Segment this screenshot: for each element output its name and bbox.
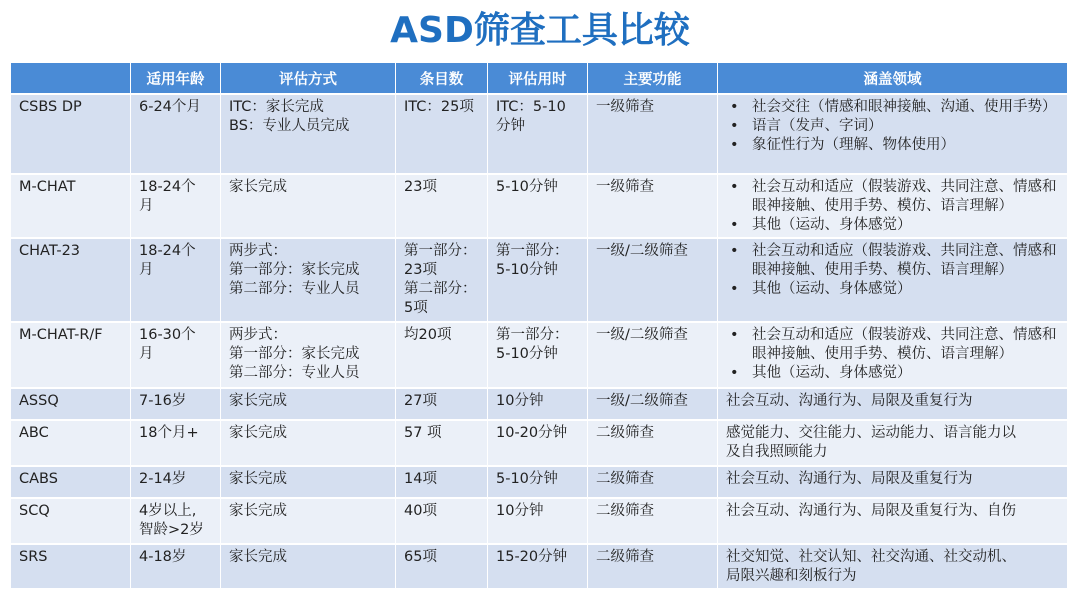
age-text: 4-18岁 xyxy=(139,549,187,565)
age-cell xyxy=(131,388,221,420)
method-cell xyxy=(221,420,396,466)
coverage-list xyxy=(726,326,1061,383)
header-function: 主要功能 xyxy=(588,63,718,95)
time-cell xyxy=(488,466,588,498)
method-cell xyxy=(221,322,396,388)
tool-name: CHAT-23 xyxy=(19,243,81,259)
method-text: 第一部分：家长完成 xyxy=(229,262,360,278)
age-cell xyxy=(131,466,221,498)
comparison-table xyxy=(10,62,1068,588)
coverage-text: 局限兴趣和刻板行为 xyxy=(726,568,857,584)
tool-name: CABS xyxy=(19,471,58,487)
items-text: 65项 xyxy=(404,549,437,565)
function-cell xyxy=(588,466,718,498)
method-text: 第一部分：家长完成 xyxy=(229,346,360,362)
tool-name-cell xyxy=(11,388,131,420)
time-text: 第一部分： xyxy=(496,243,569,259)
method-cell xyxy=(221,174,396,238)
tool-name: ASSQ xyxy=(19,393,59,409)
tool-name: M-CHAT xyxy=(19,179,76,195)
age-text: 18个月+ xyxy=(139,425,199,441)
coverage-cell xyxy=(718,544,1068,588)
age-cell xyxy=(131,498,221,544)
tool-name-cell xyxy=(11,174,131,238)
method-cell xyxy=(221,94,396,174)
time-text: 5-10分钟 xyxy=(496,262,558,278)
coverage-list xyxy=(726,178,1061,235)
tool-name: SCQ xyxy=(19,503,50,519)
time-text: 15-20分钟 xyxy=(496,549,568,565)
function-text: 一级/二级筛查 xyxy=(596,327,688,343)
time-text: 5-10分钟 xyxy=(496,346,558,362)
items-cell xyxy=(396,94,488,174)
coverage-text: 感觉能力、交往能力、运动能力、语言能力以 xyxy=(726,425,1016,441)
function-text: 二级筛查 xyxy=(596,425,654,441)
time-text: ITC：5-10 xyxy=(496,99,566,115)
age-cell xyxy=(131,238,221,322)
coverage-item: • 其他（运动、身体感觉） xyxy=(752,280,1061,299)
function-cell xyxy=(588,322,718,388)
age-text: 18-24个 xyxy=(139,179,196,195)
method-text: 两步式： xyxy=(229,243,287,259)
table-row xyxy=(11,322,1068,388)
method-text: 家长完成 xyxy=(229,393,287,409)
time-text: 10-20分钟 xyxy=(496,425,568,441)
age-text: 7-16岁 xyxy=(139,393,187,409)
tool-name-cell xyxy=(11,466,131,498)
method-cell xyxy=(221,466,396,498)
age-text: 18-24个 xyxy=(139,243,196,259)
function-text: 二级筛查 xyxy=(596,471,654,487)
coverage-item: • 象征性行为（理解、物体使用） xyxy=(752,136,1061,155)
time-text: 分钟 xyxy=(496,118,525,134)
time-cell xyxy=(488,322,588,388)
time-cell xyxy=(488,174,588,238)
page-title: ASD筛查工具比较 xyxy=(390,10,690,51)
tool-name: M-CHAT-R/F xyxy=(19,327,103,343)
tool-name-cell xyxy=(11,544,131,588)
table-row xyxy=(11,420,1068,466)
time-cell xyxy=(488,544,588,588)
items-text: ITC：25项 xyxy=(404,99,474,115)
header-method: 评估方式 xyxy=(221,63,396,95)
method-text: 两步式： xyxy=(229,327,287,343)
age-text: 16-30个 xyxy=(139,327,196,343)
items-text: 57 项 xyxy=(404,425,442,441)
function-cell xyxy=(588,420,718,466)
function-text: 一级/二级筛查 xyxy=(596,393,688,409)
method-text: ITC：家长完成 xyxy=(229,99,324,115)
time-text: 5-10分钟 xyxy=(496,471,558,487)
time-cell xyxy=(488,94,588,174)
tool-name-cell xyxy=(11,322,131,388)
items-text: 27项 xyxy=(404,393,437,409)
method-text: 第二部分：专业人员 xyxy=(229,365,360,381)
header-coverage: 涵盖领域 xyxy=(718,63,1068,95)
coverage-item: • 社会互动和适应（假装游戏、共同注意、情感和眼神接触、使用手势、模仿、语言理解） xyxy=(752,178,1061,216)
items-text: 第一部分： xyxy=(404,243,477,259)
function-text: 一级/二级筛查 xyxy=(596,243,688,259)
age-text: 2-14岁 xyxy=(139,471,187,487)
function-text: 二级筛查 xyxy=(596,503,654,519)
coverage-cell xyxy=(718,466,1068,498)
coverage-cell xyxy=(718,498,1068,544)
header-age: 适用年龄 xyxy=(131,63,221,95)
function-text: 一级筛查 xyxy=(596,99,654,115)
age-cell xyxy=(131,420,221,466)
coverage-cell xyxy=(718,420,1068,466)
table-row xyxy=(11,466,1068,498)
coverage-cell xyxy=(718,174,1068,238)
age-cell xyxy=(131,322,221,388)
tool-name-cell xyxy=(11,420,131,466)
table-row xyxy=(11,388,1068,420)
method-cell xyxy=(221,238,396,322)
items-text: 23项 xyxy=(404,179,437,195)
coverage-item: • 社会互动和适应（假装游戏、共同注意、情感和眼神接触、使用手势、模仿、语言理解） xyxy=(752,242,1061,280)
tool-name-cell xyxy=(11,238,131,322)
coverage-text: 社会互动、沟通行为、局限及重复行为 xyxy=(726,471,973,487)
function-cell xyxy=(588,388,718,420)
function-cell xyxy=(588,544,718,588)
items-cell xyxy=(396,322,488,388)
method-cell xyxy=(221,388,396,420)
header-tool xyxy=(11,63,131,95)
time-cell xyxy=(488,388,588,420)
items-cell xyxy=(396,174,488,238)
age-text: 4岁以上, xyxy=(139,503,197,519)
age-cell xyxy=(131,94,221,174)
items-text: 14项 xyxy=(404,471,437,487)
table-row xyxy=(11,544,1068,588)
time-text: 10分钟 xyxy=(496,393,544,409)
header-time: 评估用时 xyxy=(488,63,588,95)
coverage-item: • 社会互动和适应（假装游戏、共同注意、情感和眼神接触、使用手势、模仿、语言理解） xyxy=(752,326,1061,364)
function-text: 一级筛查 xyxy=(596,179,654,195)
age-cell xyxy=(131,174,221,238)
tool-name-cell xyxy=(11,498,131,544)
tool-name: SRS xyxy=(19,549,48,565)
age-cell xyxy=(131,544,221,588)
header-items: 条目数 xyxy=(396,63,488,95)
table-row xyxy=(11,174,1068,238)
time-text: 第一部分： xyxy=(496,327,569,343)
age-text: 月 xyxy=(139,346,154,362)
coverage-text: 及自我照顾能力 xyxy=(726,444,828,460)
table-row xyxy=(11,498,1068,544)
function-cell xyxy=(588,238,718,322)
function-cell xyxy=(588,498,718,544)
coverage-cell xyxy=(718,322,1068,388)
coverage-text: 社会互动、沟通行为、局限及重复行为、自伤 xyxy=(726,503,1016,519)
method-text: 家长完成 xyxy=(229,425,287,441)
tool-name: ABC xyxy=(19,425,49,441)
method-text: 家长完成 xyxy=(229,503,287,519)
items-text: 均20项 xyxy=(404,327,452,343)
method-text: 家长完成 xyxy=(229,549,287,565)
age-text: 月 xyxy=(139,262,154,278)
time-cell xyxy=(488,420,588,466)
table-row xyxy=(11,94,1068,174)
coverage-item: • 其他（运动、身体感觉） xyxy=(752,216,1061,235)
coverage-cell xyxy=(718,388,1068,420)
age-text: 智龄>2岁 xyxy=(139,522,204,538)
method-text: 第二部分：专业人员 xyxy=(229,281,360,297)
items-cell xyxy=(396,388,488,420)
method-cell xyxy=(221,544,396,588)
coverage-cell xyxy=(718,94,1068,174)
coverage-list xyxy=(726,242,1061,299)
coverage-item: • 社会交往（情感和眼神接触、沟通、使用手势） xyxy=(752,98,1061,117)
coverage-cell xyxy=(718,238,1068,322)
items-text: 第二部分： xyxy=(404,281,477,297)
function-cell xyxy=(588,94,718,174)
table-row xyxy=(11,238,1068,322)
items-cell xyxy=(396,498,488,544)
table-body xyxy=(11,94,1068,588)
tool-name-cell xyxy=(11,94,131,174)
items-cell xyxy=(396,238,488,322)
coverage-text: 社会互动、沟通行为、局限及重复行为 xyxy=(726,393,973,409)
coverage-item: • 语言（发声、字词） xyxy=(752,117,1061,136)
items-text: 40项 xyxy=(404,503,437,519)
method-cell xyxy=(221,498,396,544)
method-text: 家长完成 xyxy=(229,471,287,487)
coverage-item: • 其他（运动、身体感觉） xyxy=(752,364,1061,383)
age-text: 月 xyxy=(139,198,154,214)
time-cell xyxy=(488,498,588,544)
time-cell xyxy=(488,238,588,322)
coverage-text: 社交知觉、社交认知、社交沟通、社交动机、 xyxy=(726,549,1016,565)
age-text: 6-24个月 xyxy=(139,99,201,115)
items-cell xyxy=(396,420,488,466)
items-cell xyxy=(396,544,488,588)
method-text: 家长完成 xyxy=(229,179,287,195)
time-text: 5-10分钟 xyxy=(496,179,558,195)
tool-name: CSBS DP xyxy=(19,99,82,115)
table-header-row xyxy=(11,63,1068,95)
function-text: 二级筛查 xyxy=(596,549,654,565)
coverage-list xyxy=(726,98,1061,155)
items-cell xyxy=(396,466,488,498)
items-text: 5项 xyxy=(404,300,428,316)
items-text: 23项 xyxy=(404,262,437,278)
function-cell xyxy=(588,174,718,238)
time-text: 10分钟 xyxy=(496,503,544,519)
method-text: BS：专业人员完成 xyxy=(229,118,350,134)
